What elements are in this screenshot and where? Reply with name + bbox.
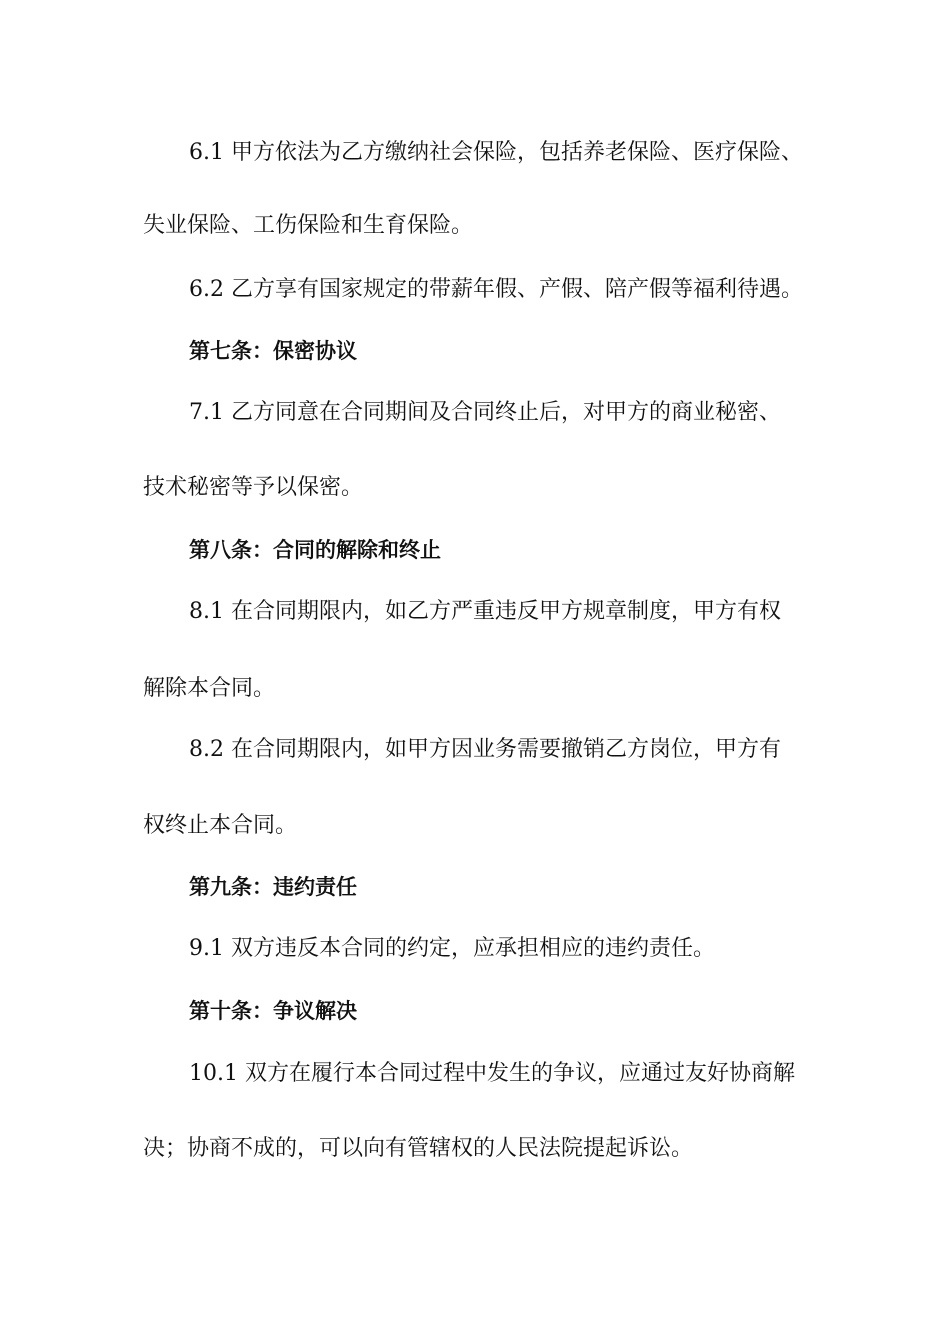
clause-10-1-line-2: 决；协商不成的，可以向有管辖权的人民法院提起诉讼。 [143,1136,694,1161]
clause-8-heading: 第八条：合同的解除和终止 [189,538,441,562]
clause-9-heading: 第九条：违约责任 [189,875,357,899]
clause-7-1-line-1: 7.1 乙方同意在合同期间及合同终止后，对甲方的商业秘密、 [189,400,781,425]
clause-6-1-line-1: 6.1 甲方依法为乙方缴纳社会保险，包括养老保险、医疗保险、 [189,140,803,165]
clause-6-2: 6.2 乙方享有国家规定的带薪年假、产假、陪产假等福利待遇。 [189,277,803,302]
clause-8-1-line-2: 解除本合同。 [143,676,276,701]
clause-10-1-line-1: 10.1 双方在履行本合同过程中发生的争议，应通过友好协商解 [189,1061,795,1086]
clause-6-1-line-2: 失业保险、工伤保险和生育保险。 [143,213,474,238]
clause-8-2-line-1: 8.2 在合同期限内，如甲方因业务需要撤销乙方岗位，甲方有 [189,737,781,762]
clause-8-2-line-2: 权终止本合同。 [143,813,298,838]
clause-10-heading: 第十条：争议解决 [189,999,357,1023]
clause-8-1-line-1: 8.1 在合同期限内，如乙方严重违反甲方规章制度，甲方有权 [189,599,781,624]
clause-7-heading: 第七条：保密协议 [189,339,357,363]
clause-9-1: 9.1 双方违反本合同的约定，应承担相应的违约责任。 [189,936,715,961]
clause-7-1-line-2: 技术秘密等予以保密。 [143,475,364,500]
